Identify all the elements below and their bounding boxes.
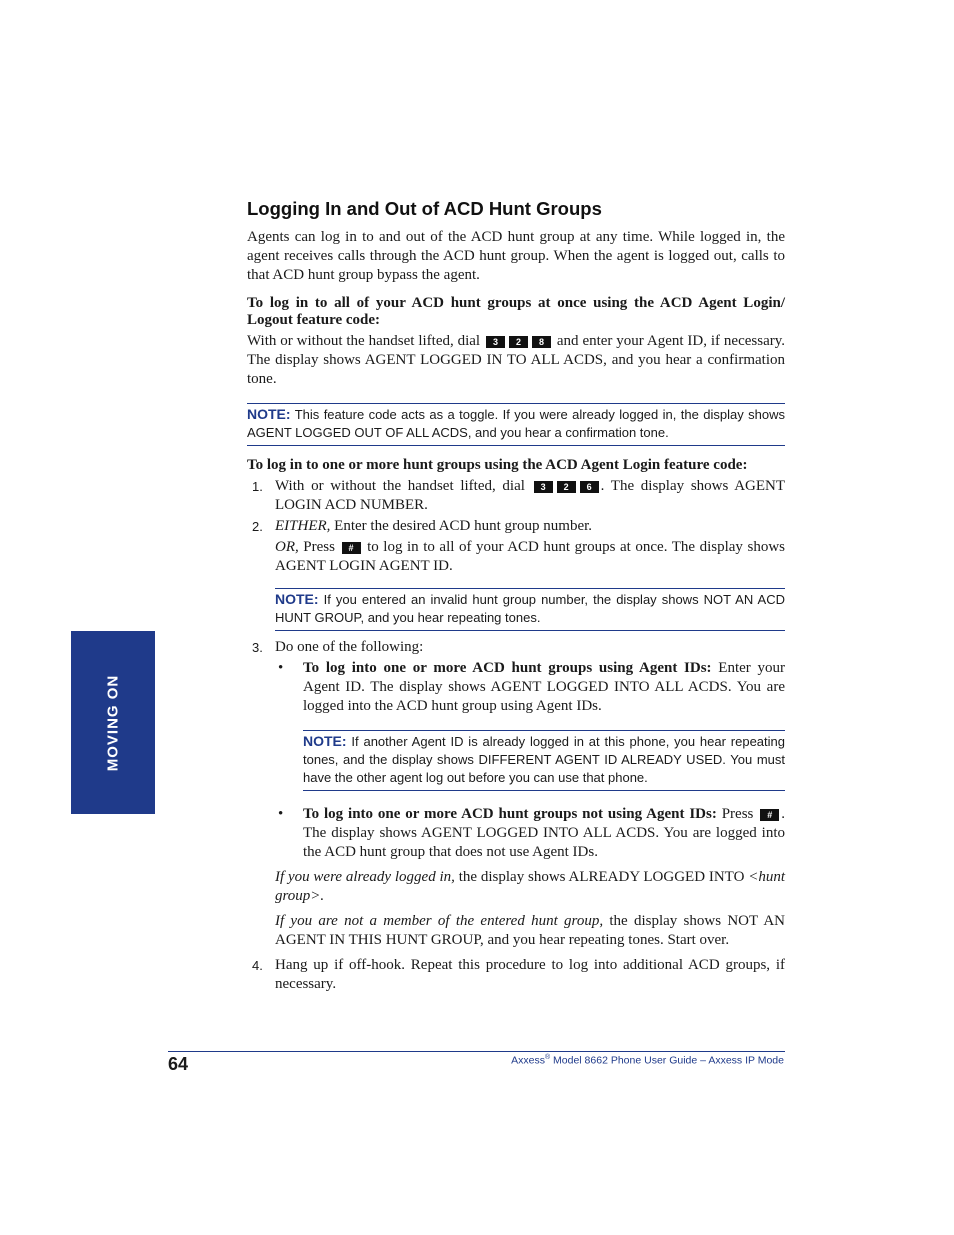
note-text: This feature code acts as a toggle. If you were already logged in, the display shows AGENT LOGGED OUT OF ALL ACDS, and you hear a confirmation tone. [247,407,785,440]
note-invalid-group [275,588,785,631]
step-4 [247,956,785,994]
bullet-no-agent-ids-after: . The display shows AGENT LOGGED INTO ALL ACDS. You are logged into the ACD hunt group that does not use Agent IDs. [303,806,786,860]
footer-title [511,1054,784,1067]
bullet-agent-ids-text [303,659,785,716]
step-2-or [275,538,785,576]
dial-key-hash: # [760,809,779,821]
bullet-no-agent-ids [275,805,785,862]
footer-rule [168,1051,785,1052]
note-label: NOTE: [275,591,319,607]
step-1-text-before: With or without the handset lifted, dial [275,478,525,494]
step-number: 2. [252,519,263,534]
dial-key-8: 8 [532,336,551,348]
step-3-text: Do one of the following: [275,639,424,655]
step-2 [247,517,785,631]
step-number: 1. [252,479,263,494]
step-2-either [275,517,785,536]
already-italic: If you were already logged in, [275,869,455,885]
not-member-italic: If you are not a member of the entered hunt group, [275,913,604,929]
or-label: OR, [275,539,299,555]
bullet-agent-ids-bold: To log into one or more ACD hunt groups using Agent IDs: [303,660,712,676]
bullet-agent-ids [275,659,785,791]
dial-key-2: 2 [557,481,576,493]
step-1-text-after: . The display shows AGENT LOGIN ACD NUMBER. [275,478,786,513]
dial-key-hash: # [342,542,361,554]
note-label: NOTE: [303,733,347,749]
step-1-text [275,477,785,515]
bullet-no-agent-ids-bold: To log into one or more ACD hunt groups not using Agent IDs: [303,806,717,822]
page-number: 64 [168,1054,189,1074]
registered-mark: ® [544,1054,551,1061]
dial-key-3: 3 [486,336,505,348]
note-text: If another Agent ID is already logged in at this phone, you hear repeating tones, and the display shows DIFFERENT AGENT ID ALREADY USED. You must have the other agent log out before you can use that phone. [303,734,785,785]
step-number: 4. [252,958,263,973]
procedure-all-text-before: With or without the handset lifted, dial [247,333,481,349]
not-member-text [275,912,785,950]
footer-brand: Axxess [511,1054,545,1067]
procedure-one-heading: To log in to one or more hunt groups using the ACD Agent Login feature code: [247,457,748,473]
dial-key-3: 3 [534,481,553,493]
either-label: EITHER, [275,518,331,534]
procedure-all-text-after: and enter your Agent ID, if necessary. The display shows AGENT LOGGED IN TO ALL ACDS, and you hear a confirmation tone. [247,333,786,387]
not-member-body: the display shows NOT AN AGENT IN THIS HUNT GROUP, and you hear repeating tones. Start over. [275,913,786,948]
steps-list [247,477,785,994]
bullet-no-agent-ids-before: Press [721,806,754,822]
side-tab-label: MOVING ON [104,674,122,771]
already-body: the display shows ALREADY LOGGED INTO [458,869,745,885]
side-tab [71,631,155,814]
already-italic-2: <hunt group>. [275,869,786,904]
either-text: Enter the desired ACD hunt group number. [334,518,593,534]
bullet-agent-ids-body: Enter your Agent ID. The display shows AGENT LOGGED INTO ALL ACDS. You are logged into the ACD hunt group using Agent IDs. [303,660,785,714]
procedure-all-text [247,332,785,389]
step-number: 3. [252,640,263,655]
step-3 [247,638,785,950]
or-text-before: Press [303,539,335,555]
intro-paragraph: Agents can log in to and out of the ACD hunt group at any time. While logged in, the agent receives calls through the ACD hunt group. When the agent is logged out, calls to that ACD hunt group bypass the agent. [247,229,785,283]
note-label: NOTE: [247,406,291,422]
already-logged-in-text [275,868,785,906]
bullet-icon: • [278,806,284,822]
footer-guide-title: Model 8662 Phone User Guide – Axxess IP Mode [553,1054,784,1067]
section-heading: Logging In and Out of ACD Hunt Groups [247,198,602,219]
note-different-agent [303,730,785,791]
note-toggle [247,403,785,446]
bullet-no-agent-ids-text [303,805,785,862]
step-4-text: Hang up if off-hook. Repeat this procedure to log into additional ACD groups, if necessary. [275,957,785,992]
procedure-all-heading: To log in to all of your ACD hunt groups at once using the ACD Agent Login/ Logout feature code: [247,295,785,328]
or-text-after: to log in to all of your ACD hunt groups at once. The display shows AGENT LOGIN AGENT ID. [275,539,785,574]
dial-key-6: 6 [580,481,599,493]
page-content [247,198,785,994]
note-text: If you entered an invalid hunt group number, the display shows NOT AN ACD HUNT GROUP, and you hear repeating tones. [275,592,785,625]
bullet-icon: • [278,660,284,676]
dial-key-2: 2 [509,336,528,348]
step-1 [247,477,785,515]
